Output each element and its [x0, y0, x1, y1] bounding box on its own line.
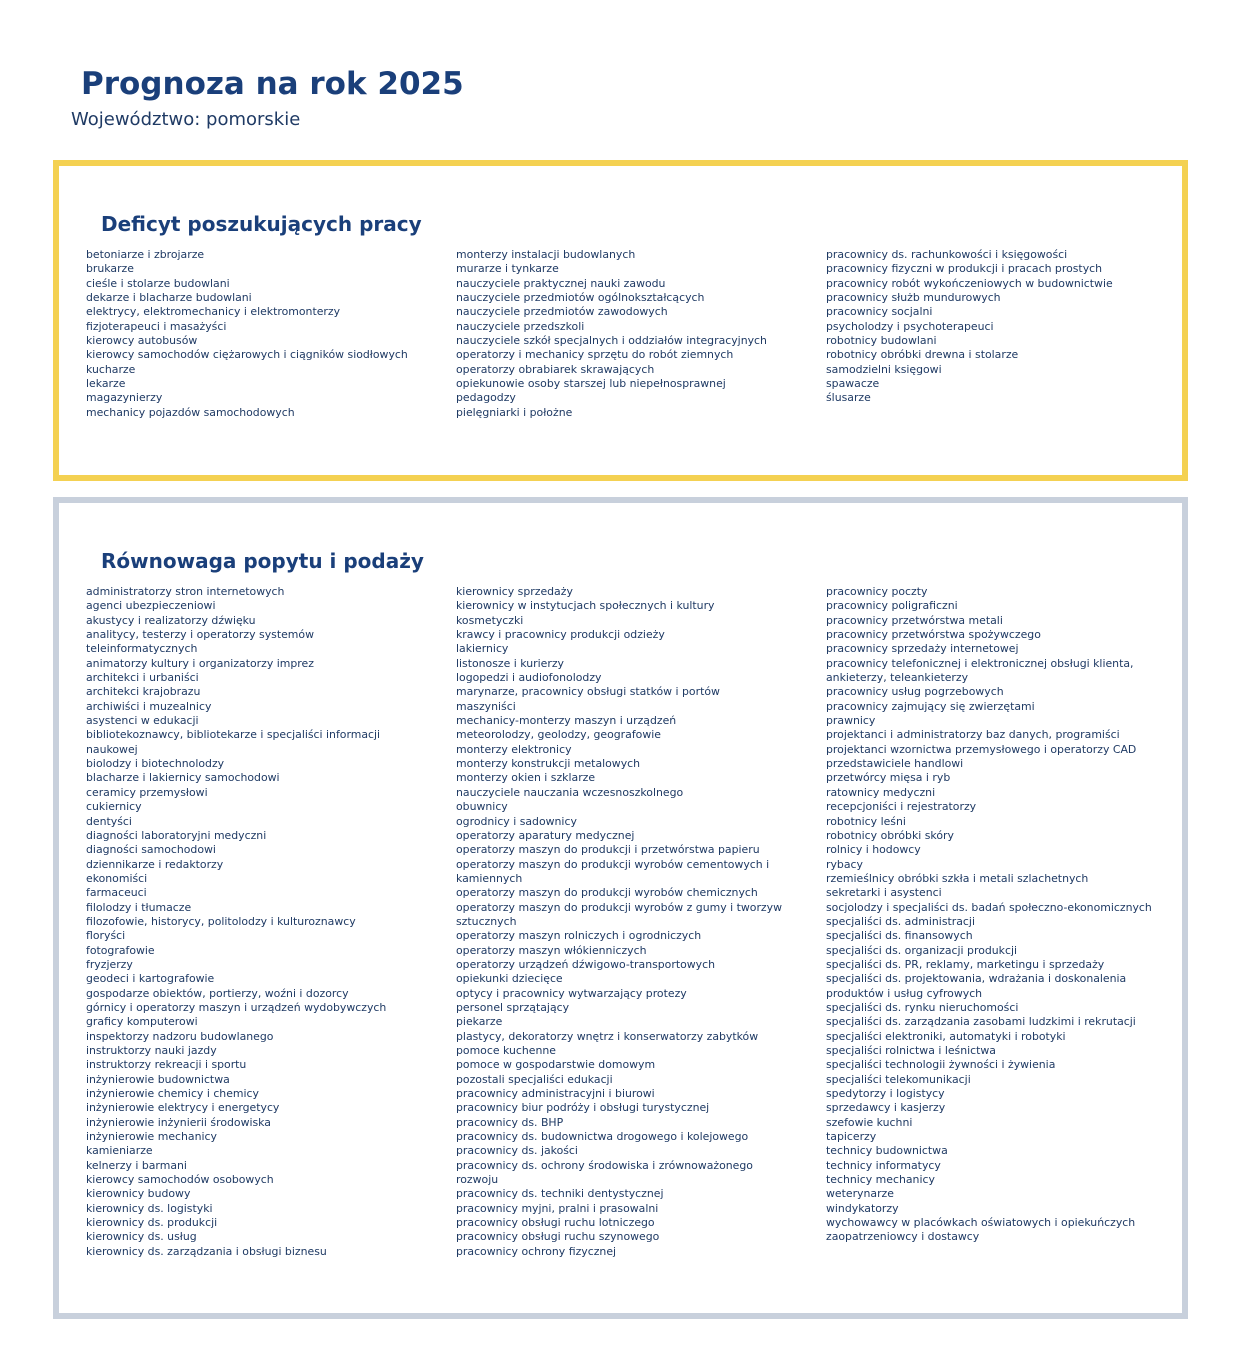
occupation-item: operatorzy maszyn do produkcji wyrobów z gumy i tworzyw [456, 900, 783, 914]
occupation-item: pracownicy fizyczni w produkcji i pracach prostych [826, 262, 1103, 276]
occupation-item: nauczyciele nauczania wczesnoszkolnego [456, 785, 684, 799]
occupation-item: asystenci w edukacji [86, 714, 199, 728]
occupation-item: kierownicy ds. produkcji [86, 1216, 218, 1230]
occupation-item: lakiernicy [456, 642, 509, 656]
occupation-item: operatorzy maszyn do produkcji i przetwórstwa papieru [456, 843, 760, 857]
occupation-item: operatorzy i mechanicy sprzętu do robót ziemnych [456, 348, 734, 362]
occupation-item: przetwórcy mięsa i ryb [826, 771, 951, 785]
occupation-item: nauczyciele szkół specjalnych i oddziałów integracyjnych [456, 334, 767, 348]
occupation-item: inspektorzy nadzoru budowlanego [86, 1029, 274, 1043]
occupation-item: dentyści [86, 814, 132, 828]
occupation-item: personel sprzątający [456, 1000, 570, 1014]
occupation-item: specjaliści ds. organizacji produkcji [826, 943, 1018, 957]
occupation-item: piekarze [456, 1015, 503, 1029]
occupation-item: pracownicy myjni, pralni i prasowalni [456, 1201, 659, 1215]
occupation-item: rozwoju [456, 1173, 499, 1187]
occupation-item: teleinformatycznych [86, 642, 198, 656]
occupation-item: pielęgniarki i położne [456, 405, 573, 419]
occupation-item: pracownicy ochrony fizycznej [456, 1244, 617, 1258]
occupation-item: pracownicy ds. jakości [456, 1144, 578, 1158]
occupation-item: sekretarki i asystenci [826, 886, 942, 900]
occupation-item: socjolodzy i specjaliści ds. badań społeczno-ekonomicznych [826, 900, 1152, 914]
occupation-item: kierowcy samochodów osobowych [86, 1173, 274, 1187]
occupation-item: blacharze i lakiernicy samochodowi [86, 771, 280, 785]
occupation-item: technicy informatycy [826, 1158, 941, 1172]
occupation-item: robotnicy budowlani [826, 334, 937, 348]
balance-panel [53, 497, 1188, 1319]
occupation-item: operatorzy maszyn do produkcji wyrobów chemicznych [456, 886, 758, 900]
occupation-item: inżynierowie inżynierii środowiska [86, 1115, 271, 1129]
occupation-item: rybacy [826, 857, 863, 871]
occupation-item: kierownicy sprzedaży [456, 585, 573, 598]
occupation-item: kierownicy ds. zarządzania i obsługi biznesu [86, 1244, 327, 1258]
occupation-item: monterzy instalacji budowlanych [456, 248, 636, 261]
occupation-item: architekci krajobrazu [86, 685, 201, 699]
occupation-item: listonosze i kurierzy [456, 656, 564, 670]
occupation-item: operatorzy maszyn włókienniczych [456, 943, 647, 957]
occupation-item: zaopatrzeniowcy i dostawcy [826, 1230, 980, 1244]
occupation-item: pracownicy służb mundurowych [826, 291, 1001, 305]
occupation-item: rzemieślnicy obróbki szkła i metali szlachetnych [826, 871, 1089, 885]
occupation-item: maszyniści [456, 699, 516, 713]
occupation-item: tapicerzy [826, 1130, 877, 1144]
occupation-item: animatorzy kultury i organizatorzy imprez [86, 656, 314, 670]
occupation-item: kierowcy autobusów [86, 334, 198, 348]
occupation-item: windykatorzy [826, 1201, 899, 1215]
occupation-item: pracownicy ds. rachunkowości i księgowości [826, 248, 1068, 261]
occupation-item: kierownicy ds. usług [86, 1230, 197, 1244]
occupation-item: specjaliści ds. finansowych [826, 929, 973, 943]
occupation-item: specjaliści technologii żywności i żywienia [826, 1058, 1056, 1072]
occupation-item: murarze i tynkarze [456, 262, 559, 276]
occupation-item: robotnicy obróbki drewna i stolarze [826, 348, 1019, 362]
occupation-item: nauczyciele praktycznej nauki zawodu [456, 276, 666, 290]
occupation-item: cieśle i stolarze budowlani [86, 276, 230, 290]
occupation-item: pracownicy obsługi ruchu szynowego [456, 1230, 660, 1244]
occupation-item: nauczyciele przedszkoli [456, 319, 585, 333]
occupation-item: analitycy, testerzy i operatorzy systemów [86, 628, 314, 642]
occupation-item: fryzjerzy [86, 957, 133, 971]
occupation-item: wychowawcy w placówkach oświatowych i opiekuńczych [826, 1216, 1136, 1230]
occupation-item: agenci ubezpieczeniowi [86, 599, 216, 613]
occupation-item: produktów i usług cyfrowych [826, 986, 983, 1000]
occupation-item: cukiernicy [86, 800, 142, 814]
occupation-item: pracownicy ds. BHP [456, 1115, 564, 1129]
occupation-item: pracownicy sprzedaży internetowej [826, 642, 1019, 656]
occupation-item: pracownicy robót wykończeniowych w budownictwie [826, 276, 1113, 290]
occupation-item: administratorzy stron internetowych [86, 585, 285, 598]
occupation-item: nauczyciele przedmiotów ogólnokształcących [456, 291, 705, 305]
occupation-item: specjaliści elektroniki, automatyki i robotyki [826, 1029, 1066, 1043]
occupation-item: lekarze [86, 377, 126, 391]
occupation-item: sprzedawcy i kasjerzy [826, 1101, 946, 1115]
occupation-item: plastycy, dekoratorzy wnętrz i konserwatorzy zabytków [456, 1029, 759, 1043]
occupation-item: specjaliści rolnictwa i leśnictwa [826, 1044, 996, 1057]
occupation-item: pracownicy przetwórstwa spożywczego [826, 628, 1041, 642]
occupation-item: specjaliści ds. administracji [826, 914, 975, 928]
deficit-column-2 [456, 248, 811, 420]
deficit-column-1 [86, 248, 441, 420]
occupation-item: ogrodnicy i sadownicy [456, 814, 577, 828]
deficit-panel [53, 160, 1188, 481]
occupation-item: pracownicy ds. ochrony środowiska i zrównoważonego [456, 1158, 753, 1172]
occupation-item: samodzielni księgowi [826, 362, 942, 376]
occupation-item: robotnicy leśni [826, 814, 906, 828]
occupation-item: biolodzy i biotechnolodzy [86, 757, 225, 771]
occupation-item: fizjoterapeuci i masażyści [86, 319, 227, 333]
occupation-item: pracownicy socjalni [826, 305, 933, 319]
occupation-item: kucharze [86, 362, 136, 376]
occupation-item: przedstawiciele handlowi [826, 757, 964, 771]
balance-column-1 [86, 585, 441, 1259]
occupation-item: ratownicy medyczni [826, 785, 936, 799]
occupation-item: technicy budownictwa [826, 1144, 948, 1158]
occupation-item: pracownicy przetwórstwa metali [826, 613, 1003, 627]
occupation-item: psycholodzy i psychoterapeuci [826, 319, 994, 333]
occupation-item: gospodarze obiektów, portierzy, woźni i dozorcy [86, 986, 349, 1000]
occupation-item: meteorolodzy, geolodzy, geografowie [456, 728, 661, 742]
deficit-panel-title: Deficyt poszukujących pracy [101, 212, 422, 236]
occupation-item: akustycy i realizatorzy dźwięku [86, 613, 256, 627]
occupation-item: projektanci i administratorzy baz danych, programiści [826, 728, 1120, 742]
occupation-item: filolodzy i tłumacze [86, 900, 192, 914]
occupation-item: pomoce w gospodarstwie domowym [456, 1058, 656, 1072]
balance-column-2 [456, 585, 811, 1259]
occupation-item: pracownicy ds. budownictwa drogowego i kolejowego [456, 1130, 749, 1144]
occupation-item: operatorzy maszyn do produkcji wyrobów cementowych i [456, 857, 770, 871]
occupation-item: farmaceuci [86, 886, 147, 900]
occupation-item: rolnicy i hodowcy [826, 843, 921, 857]
occupation-item: ceramicy przemysłowi [86, 785, 208, 799]
occupation-item: optycy i pracownicy wytwarzający protezy [456, 986, 687, 1000]
occupation-item: marynarze, pracownicy obsługi statków i portów [456, 685, 720, 699]
occupation-item: specjaliści telekomunikacji [826, 1072, 971, 1086]
occupation-item: elektrycy, elektromechanicy i elektromonterzy [86, 305, 341, 319]
occupation-item: robotnicy obróbki skóry [826, 828, 954, 842]
balance-column-3 [826, 585, 1186, 1245]
occupation-item: monterzy konstrukcji metalowych [456, 757, 641, 771]
occupation-item: spedytorzy i logistycy [826, 1087, 945, 1101]
occupation-item: diagności laboratoryjni medyczni [86, 828, 267, 842]
occupation-item: operatorzy urządzeń dźwigowo-transportowych [456, 957, 715, 971]
occupation-item: pracownicy administracyjni i biurowi [456, 1087, 655, 1101]
occupation-item: górnicy i operatorzy maszyn i urządzeń wydobywczych [86, 1000, 387, 1014]
occupation-item: kierowcy samochodów ciężarowych i ciągników siodłowych [86, 348, 408, 362]
occupation-item: specjaliści ds. rynku nieruchomości [826, 1000, 1019, 1014]
occupation-item: dekarze i blacharze budowlani [86, 291, 252, 305]
occupation-item: brukarze [86, 262, 134, 276]
occupation-item: nauczyciele przedmiotów zawodowych [456, 305, 668, 319]
occupation-item: ślusarze [826, 391, 871, 405]
occupation-item: instruktorzy nauki jazdy [86, 1044, 217, 1057]
occupation-item: pedagodzy [456, 391, 516, 405]
occupation-item: naukowej [86, 742, 138, 756]
occupation-item: inżynierowie elektrycy i energetycy [86, 1101, 280, 1115]
occupation-item: kamiennych [456, 871, 523, 885]
occupation-item: prawnicy [826, 714, 876, 728]
occupation-item: pracownicy usług pogrzebowych [826, 685, 1004, 699]
occupation-item: operatorzy aparatury medycznej [456, 828, 635, 842]
occupation-item: sztucznych [456, 914, 517, 928]
occupation-item: kierownicy budowy [86, 1187, 191, 1201]
occupation-item: kierownicy ds. logistyki [86, 1201, 213, 1215]
occupation-item: monterzy elektronicy [456, 742, 572, 756]
occupation-item: pracownicy poligraficzni [826, 599, 958, 613]
occupation-item: instruktorzy rekreacji i sportu [86, 1058, 247, 1072]
occupation-item: spawacze [826, 377, 880, 391]
occupation-item: projektanci wzornictwa przemysłowego i operatorzy CAD [826, 742, 1137, 756]
occupation-item: specjaliści ds. zarządzania zasobami ludzkimi i rekrutacji [826, 1015, 1136, 1029]
occupation-item: technicy mechanicy [826, 1173, 935, 1187]
occupation-item: pracownicy biur podróży i obsługi turystycznej [456, 1101, 710, 1115]
occupation-item: obuwnicy [456, 800, 508, 814]
occupation-item: filozofowie, historycy, politolodzy i kulturoznawcy [86, 914, 356, 928]
occupation-item: szefowie kuchni [826, 1115, 913, 1129]
occupation-item: architekci i urbaniści [86, 671, 199, 685]
deficit-column-3 [826, 248, 1186, 406]
occupation-item: betoniarze i zbrojarze [86, 248, 205, 261]
page-title: Prognoza na rok 2025 [81, 66, 464, 102]
occupation-item: inżynierowie mechanicy [86, 1130, 217, 1144]
occupation-item: mechanicy pojazdów samochodowych [86, 405, 295, 419]
occupation-item: inżynierowie chemicy i chemicy [86, 1087, 259, 1101]
occupation-item: pracownicy ds. techniki dentystycznej [456, 1187, 664, 1201]
occupation-item: ankieterzy, teleankieterzy [826, 671, 969, 685]
occupation-item: kierownicy w instytucjach społecznych i kultury [456, 599, 715, 613]
occupation-item: floryści [86, 929, 126, 943]
occupation-item: ekonomiści [86, 871, 148, 885]
occupation-item: graficy komputerowi [86, 1015, 198, 1029]
occupation-item: archiwiści i muzealnicy [86, 699, 212, 713]
occupation-item: opiekunki dziecięce [456, 972, 563, 986]
occupation-item: geodeci i kartografowie [86, 972, 215, 986]
occupation-item: mechanicy-monterzy maszyn i urządzeń [456, 714, 677, 728]
occupation-item: weterynarze [826, 1187, 894, 1201]
occupation-item: dziennikarze i redaktorzy [86, 857, 224, 871]
occupation-item: pracownicy obsługi ruchu lotniczego [456, 1216, 655, 1230]
occupation-item: kelnerzy i barmani [86, 1158, 187, 1172]
occupation-item: pozostali specjaliści edukacji [456, 1072, 613, 1086]
occupation-item: operatorzy obrabiarek skrawających [456, 362, 655, 376]
occupation-item: pracownicy zajmujący się zwierzętami [826, 699, 1035, 713]
occupation-item: inżynierowie budownictwa [86, 1072, 230, 1086]
occupation-item: pracownicy poczty [826, 585, 928, 598]
occupation-item: fotografowie [86, 943, 155, 957]
region-subtitle: Województwo: pomorskie [71, 109, 301, 130]
occupation-item: pracownicy telefonicznej i elektronicznej obsługi klienta, [826, 656, 1134, 670]
occupation-item: krawcy i pracownicy produkcji odzieży [456, 628, 665, 642]
occupation-item: operatorzy maszyn rolniczych i ogrodniczych [456, 929, 702, 943]
occupation-item: monterzy okien i szklarze [456, 771, 596, 785]
balance-panel-title: Równowaga popytu i podaży [101, 549, 424, 573]
occupation-item: pomoce kuchenne [456, 1044, 556, 1057]
occupation-item: diagności samochodowi [86, 843, 216, 857]
occupation-item: magazynierzy [86, 391, 163, 405]
occupation-item: opiekunowie osoby starszej lub niepełnosprawnej [456, 377, 726, 391]
occupation-item: logopedzi i audiofonolodzy [456, 671, 602, 685]
occupation-item: specjaliści ds. PR, reklamy, marketingu i sprzedaży [826, 957, 1105, 971]
occupation-item: recepcjoniści i rejestratorzy [826, 800, 977, 814]
occupation-item: kamieniarze [86, 1144, 153, 1158]
occupation-item: specjaliści ds. projektowania, wdrażania i doskonalenia [826, 972, 1127, 986]
occupation-item: bibliotekoznawcy, bibliotekarze i specjaliści informacji [86, 728, 381, 742]
occupation-item: kosmetyczki [456, 613, 524, 627]
